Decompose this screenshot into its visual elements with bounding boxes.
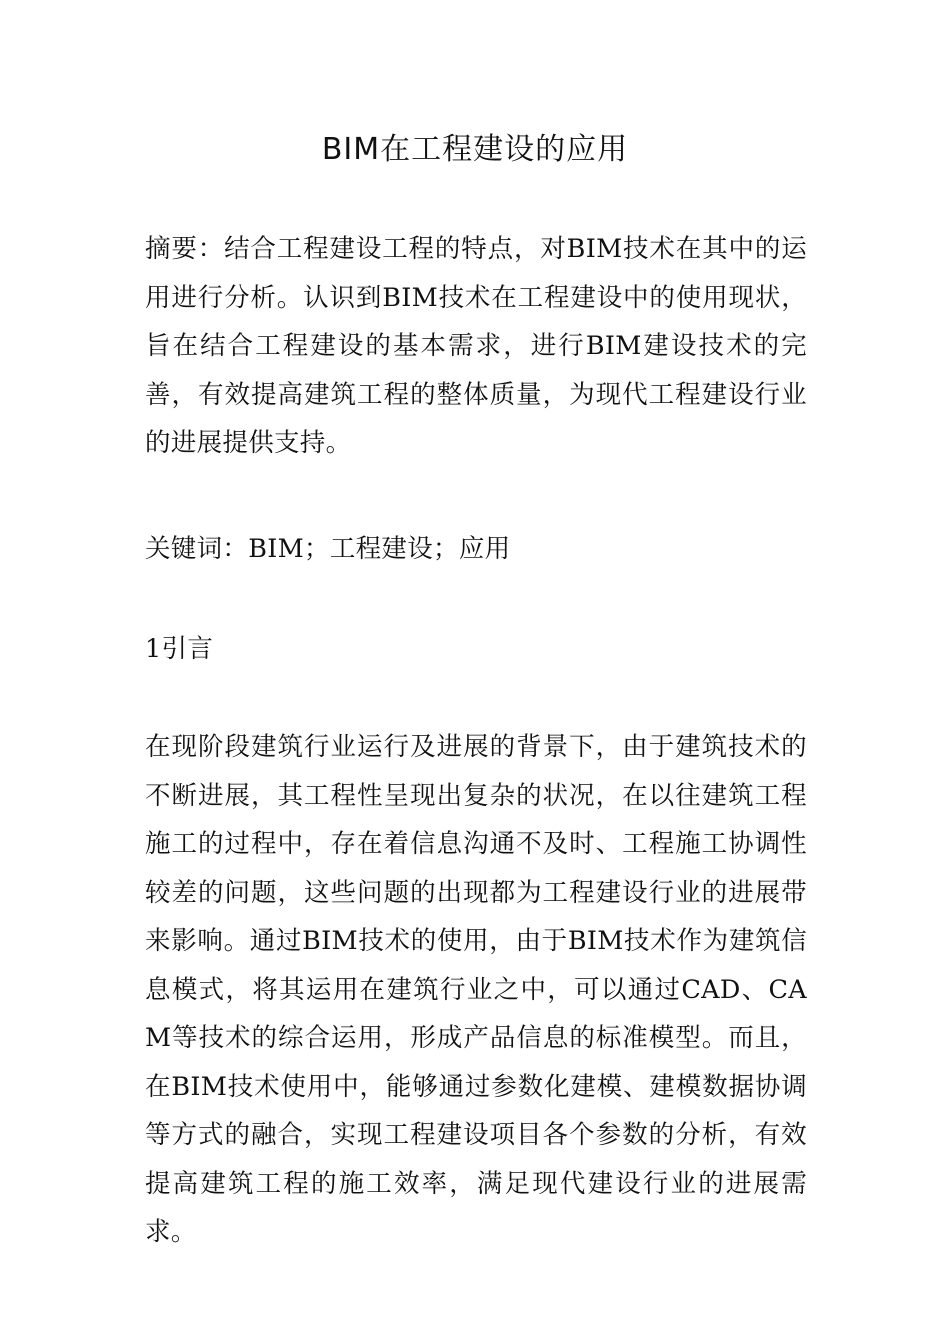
document-title: BIM在工程建设的应用	[321, 132, 629, 167]
keywords-line: 关键词：BIM；工程建设；应用	[145, 534, 511, 564]
section-heading: 1引言	[145, 634, 214, 664]
intro-paragraph: 在现阶段建筑行业运行及进展的背景下，由于建筑技术的不断进展，其工程性呈现出复杂的状况，在以往建筑工程施工的过程中，存在着信息沟通不及时、工程施工协调性较差的问题，这些问题的出现都为工程建设行业的进展带来影响。通过BIM技术的使用，由于BIM技术作为建筑信息模式，将其运用在建筑行业之中，可以通过CAD、CAM等技术的综合运用，形成产品信息的标准模型。而且，在BIM技术使用中，能够通过参数化建模、建模数据协调等方式的融合，实现工程建设项目各个参数的分析，有效提高建筑工程的施工效率，满足现代建设行业的进展需求。	[145, 732, 807, 1247]
abstract-paragraph: 摘要：结合工程建设工程的特点，对BIM技术在其中的运用进行分析。认识到BIM技术在工程建设中的使用现状，旨在结合工程建设的基本需求，进行BIM建设技术的完善，有效提高建筑工程的整体质量，为现代工程建设行业的进展提供支持。	[145, 234, 807, 458]
